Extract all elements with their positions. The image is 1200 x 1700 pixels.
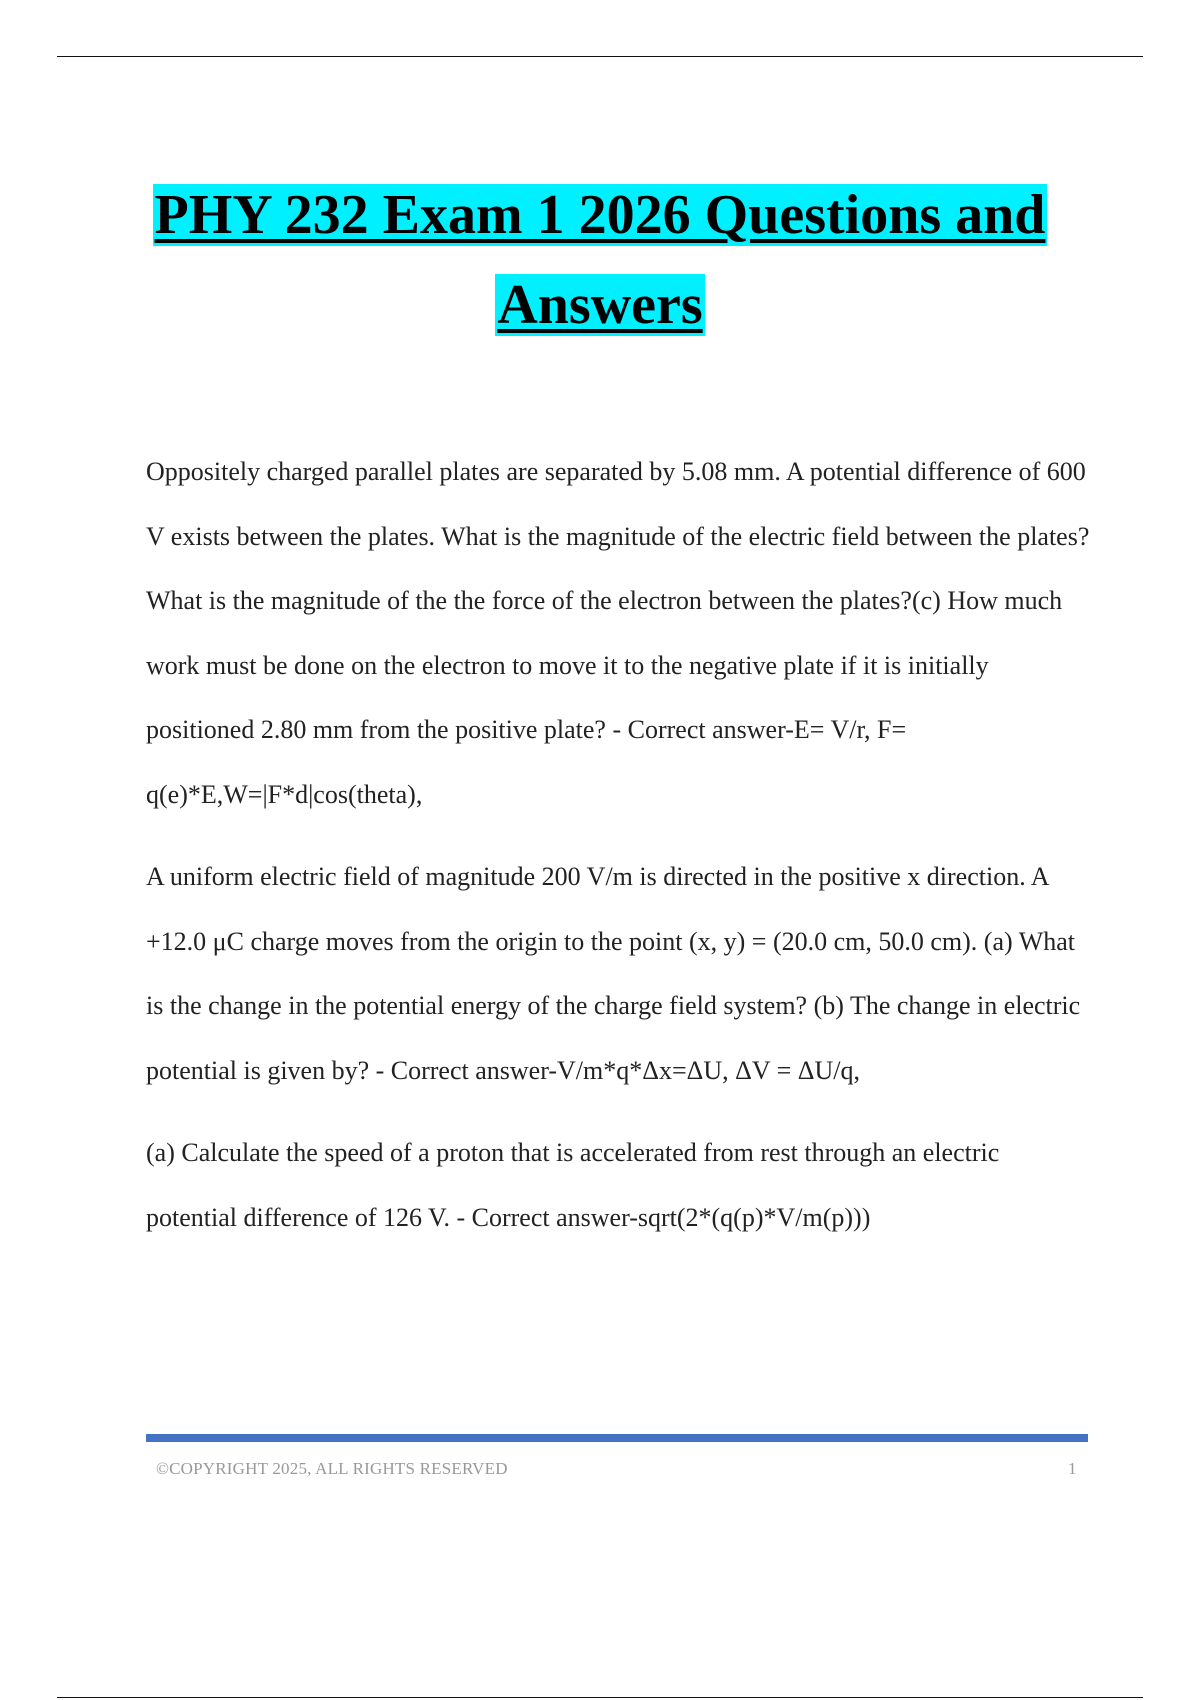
title-line-1 bbox=[153, 180, 1048, 250]
question-1: Oppositely charged parallel plates are separated by 5.08 mm. A potential difference of 600 V exists between the plates. What is the magnitude of the electric field between the plates? What is the magnitude of the the force of the electron between the plates?(c) How much work must be done on the electron to move it to the negative plate if it is initially positioned 2.80 mm from the positive plate? - Correct answer-E= V/r, F= q(e)*E,W=|F*d|cos(theta), bbox=[146, 457, 1090, 809]
footer-copyright: ©COPYRIGHT 2025, ALL RIGHTS RESERVED bbox=[156, 1459, 508, 1478]
footer-bar bbox=[146, 1434, 1088, 1442]
question-list bbox=[146, 440, 1096, 1268]
question-3: (a) Calculate the speed of a proton that is accelerated from rest through an electric potential difference of 126 V. - Correct answer-sqrt(2*(q(p)*V/m(p))) bbox=[146, 1138, 1000, 1232]
top-rule bbox=[57, 56, 1143, 57]
bottom-rule bbox=[57, 1697, 1143, 1698]
document-title bbox=[0, 180, 1200, 340]
question-2: A uniform electric field of magnitude 200 V/m is directed in the positive x direction. A +12.0 μC charge moves from the origin to the point (x, y) = (20.0 cm, 50.0 cm). (a) What is the change in the potential energy of the charge field system? (b) The change in electric potential is given by? - Correct answer-V/m*q*Δx=ΔU, ΔV = ΔU/q, bbox=[146, 862, 1081, 1085]
title-line-2-text: Answers bbox=[497, 274, 703, 336]
title-line-1-text: PHY 232 Exam 1 2026 Questions and bbox=[154, 184, 1046, 246]
page-number: 1 bbox=[1068, 1459, 1077, 1478]
title-line-2 bbox=[495, 270, 704, 340]
